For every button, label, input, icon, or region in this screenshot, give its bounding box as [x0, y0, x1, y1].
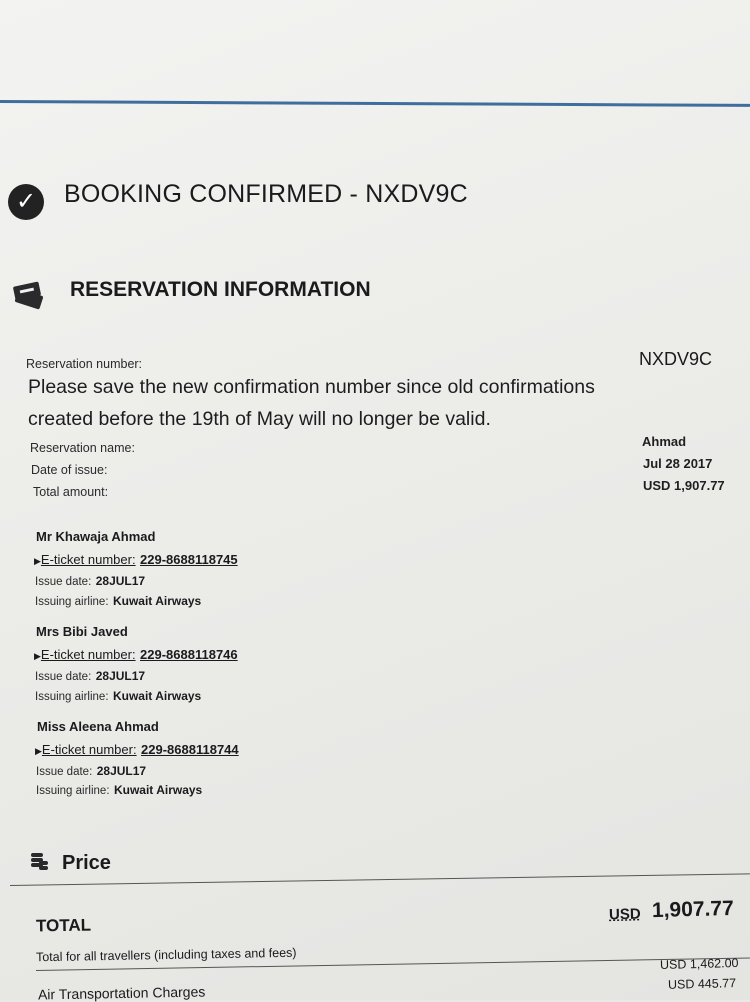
- passenger-name: Mrs Bibi Javed: [36, 624, 128, 639]
- issue-date-value: 28JUL17: [95, 669, 146, 683]
- total-amount-value: USD 1,907.77: [643, 478, 725, 493]
- issue-date-value: 28JUL17: [96, 764, 147, 778]
- notice-line-2: created before the 19th of May will no longer be valid.: [28, 408, 491, 430]
- eticket-row[interactable]: [34, 646, 238, 664]
- issuing-airline-value: Kuwait Airways: [112, 689, 202, 703]
- total-amount-label: Total amount:: [33, 485, 109, 499]
- issue-date-label: Issue date:: [36, 766, 93, 778]
- issue-date-row: [36, 762, 146, 780]
- issuing-airline-row: [36, 781, 202, 799]
- eticket-number[interactable]: 229-8688118744: [141, 742, 239, 757]
- ticket-icon: [12, 280, 44, 310]
- issuing-airline-row: [35, 592, 201, 610]
- triangle-right-icon: ▶: [34, 651, 41, 661]
- issue-date-row: [35, 572, 145, 590]
- issuing-airline-value: Kuwait Airways: [112, 594, 202, 608]
- reservation-number-value: NXDV9C: [639, 349, 713, 369]
- triangle-right-icon: ▶: [35, 746, 42, 756]
- eticket-row[interactable]: [35, 741, 239, 759]
- charge-value-2: USD 445.77: [667, 976, 737, 992]
- passenger-name: Miss Aleena Ahmad: [37, 719, 159, 734]
- passenger-name: Mr Khawaja Ahmad: [36, 529, 156, 544]
- reservation-name-value: Ahmad: [642, 434, 687, 449]
- booking-title: BOOKING CONFIRMED - NXDV9C: [64, 180, 468, 208]
- eticket-number[interactable]: 229-8688118745: [140, 552, 238, 567]
- total-note: Total for all travellers (including taxes and fees): [35, 945, 297, 965]
- triangle-right-icon: ▶: [34, 556, 41, 566]
- date-of-issue-value: Jul 28 2017: [643, 456, 713, 471]
- price-heading: Price: [62, 852, 111, 874]
- coins-icon: [28, 850, 50, 872]
- total-amount: 1,907.77: [651, 896, 735, 923]
- eticket-row[interactable]: [34, 551, 238, 569]
- reservation-name-label: Reservation name:: [30, 441, 135, 455]
- issuing-airline-row: [35, 687, 201, 705]
- eticket-label: E-ticket number:: [41, 742, 137, 757]
- notice-line-1: Please save the new confirmation number since old confirmations: [28, 376, 595, 398]
- issue-date-label: Issue date:: [35, 576, 92, 588]
- eticket-label: E-ticket number:: [40, 647, 136, 662]
- price-divider: [10, 873, 750, 886]
- charge-value-1: USD 1,462.00: [659, 955, 739, 973]
- check-circle-icon: ✓: [8, 184, 44, 220]
- issuing-airline-label: Issuing airline:: [35, 691, 109, 703]
- date-of-issue-label: Date of issue:: [31, 463, 108, 477]
- issue-date-value: 28JUL17: [95, 574, 146, 588]
- issue-date-row: [35, 667, 145, 685]
- issuing-airline-label: Issuing airline:: [36, 785, 110, 797]
- eticket-label: E-ticket number:: [40, 552, 136, 567]
- charge-label: Air Transportation Charges: [37, 983, 206, 1002]
- reservation-number-label: Reservation number:: [26, 357, 143, 371]
- issuing-airline-label: Issuing airline:: [35, 596, 109, 608]
- issue-date-label: Issue date:: [35, 671, 92, 683]
- header-divider: [0, 100, 750, 107]
- total-label: TOTAL: [35, 915, 92, 936]
- total-currency: USD: [608, 905, 641, 924]
- eticket-number[interactable]: 229-8688118746: [140, 647, 238, 662]
- reservation-heading: RESERVATION INFORMATION: [70, 278, 371, 301]
- issuing-airline-value: Kuwait Airways: [113, 783, 203, 797]
